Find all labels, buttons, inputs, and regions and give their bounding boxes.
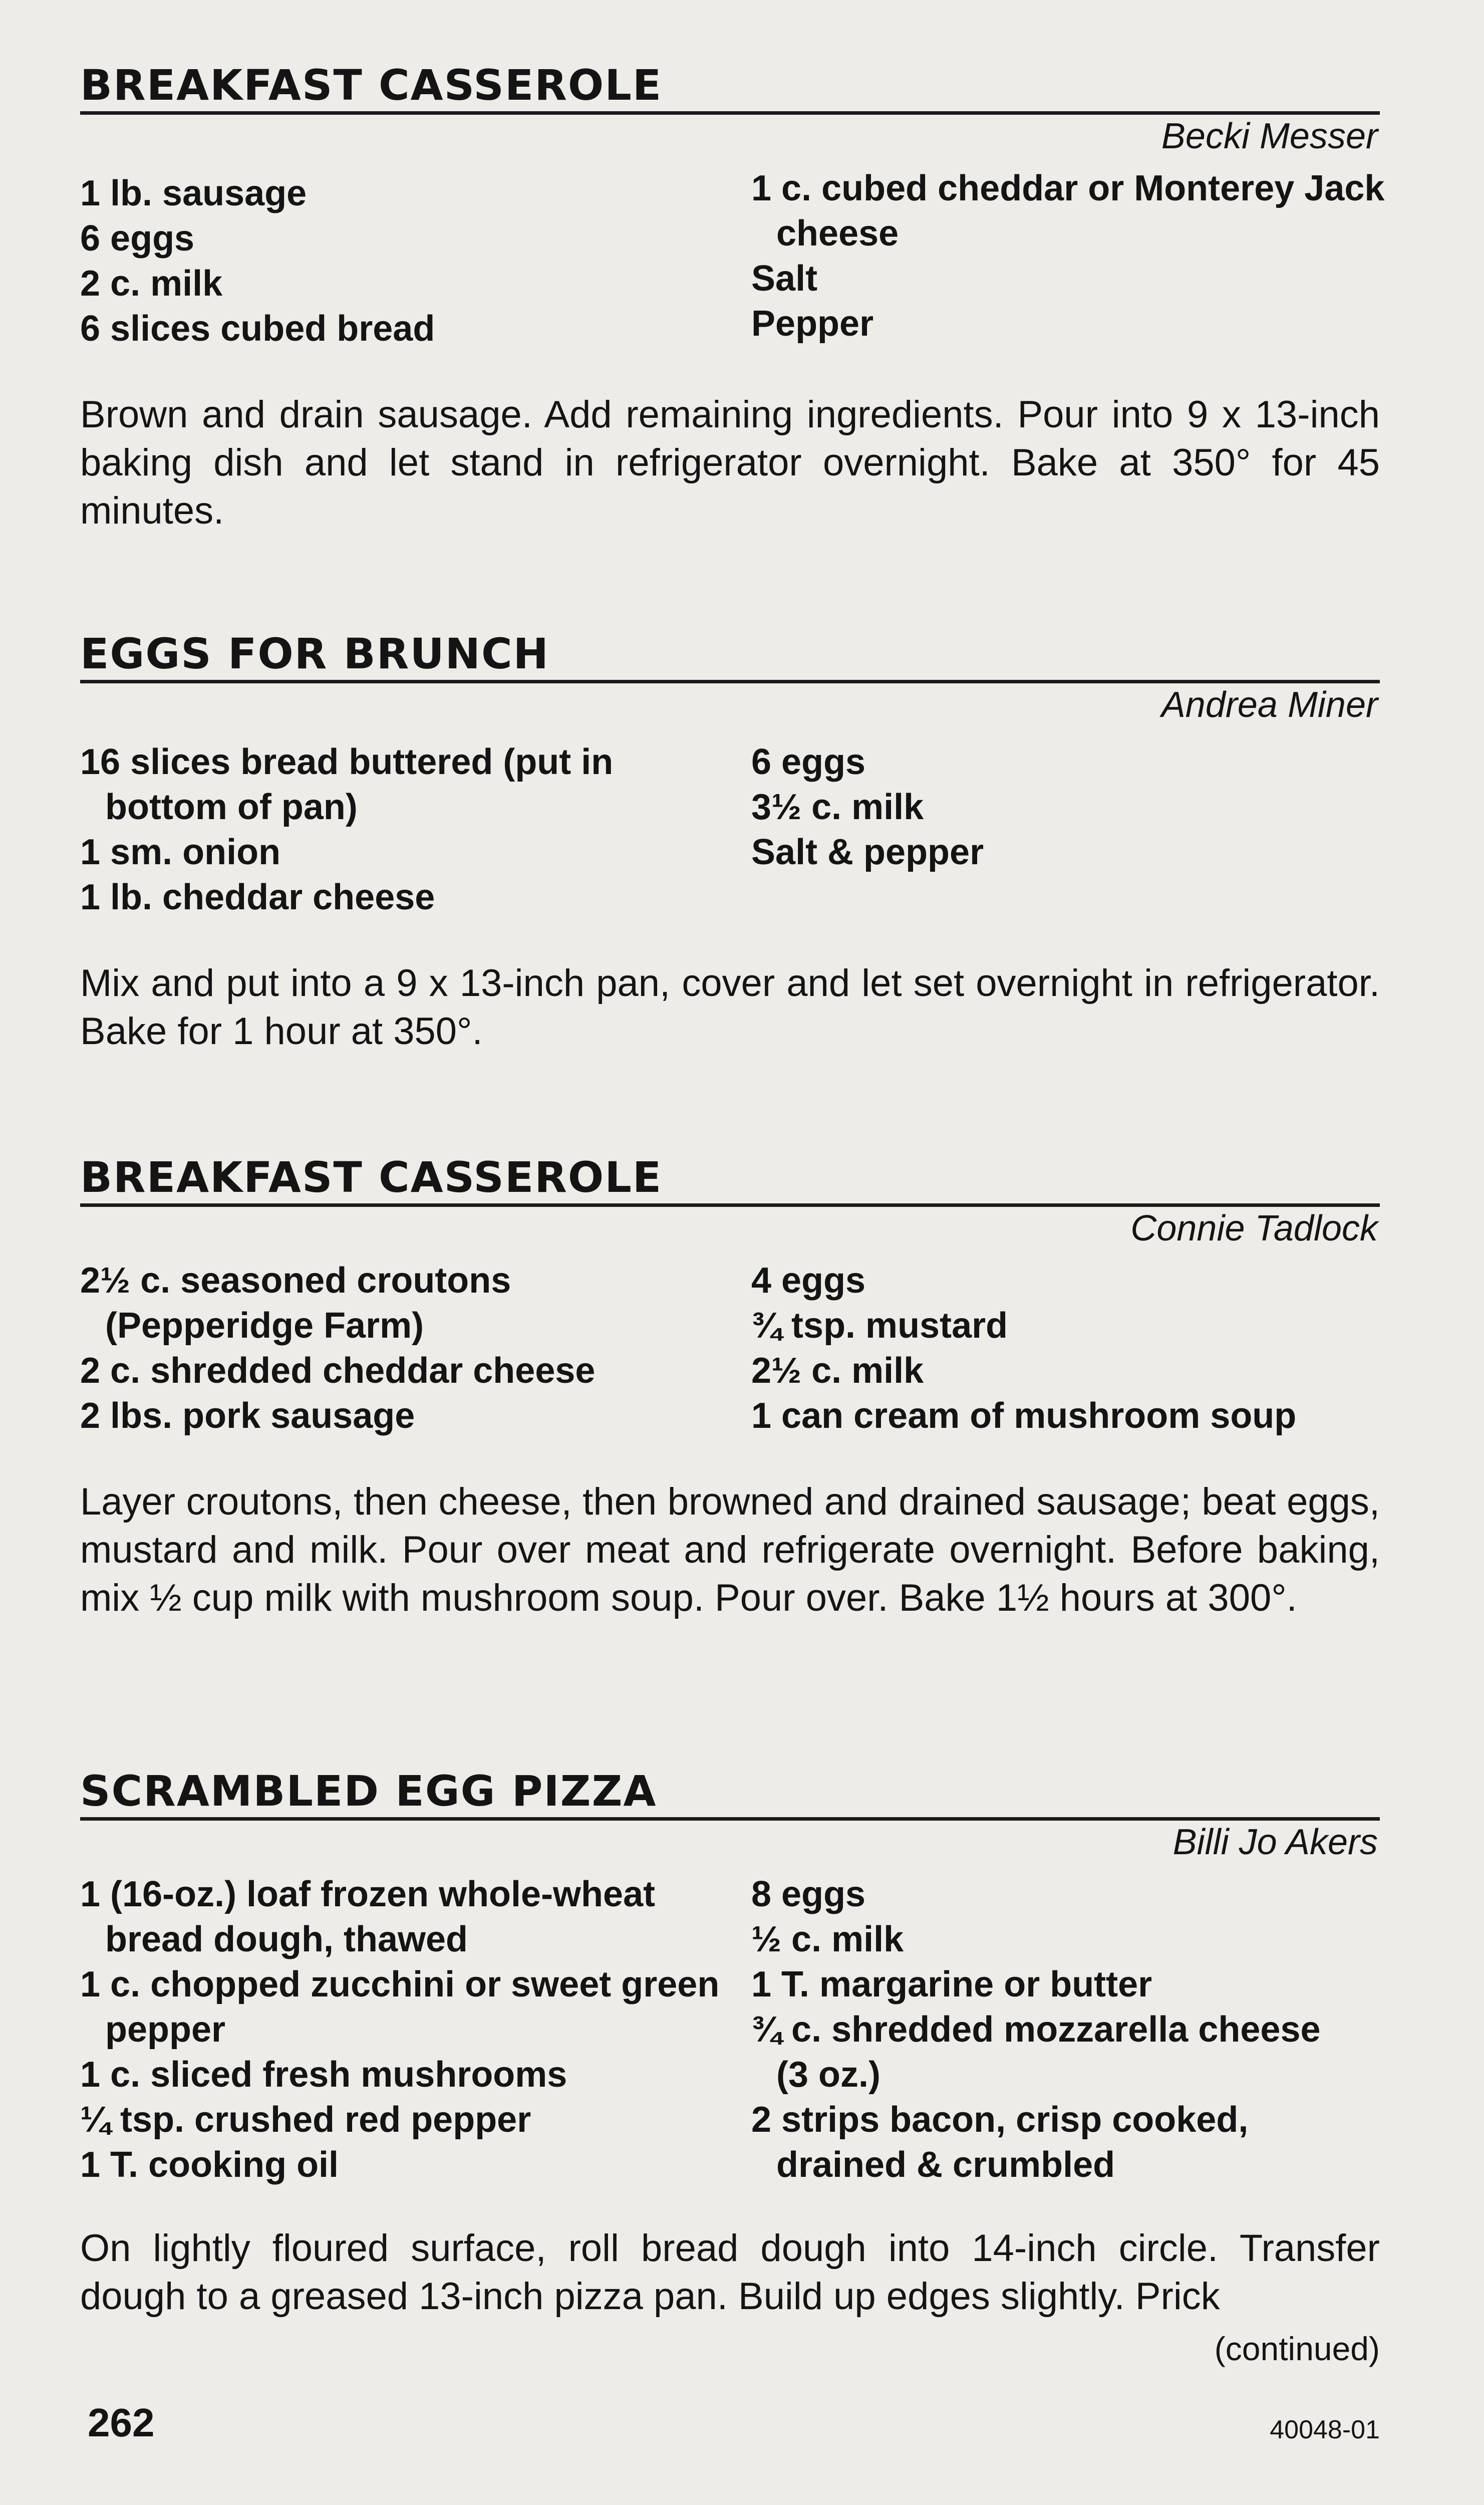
recipe-author: Andrea Miner	[1161, 685, 1378, 725]
ingredients-right-column	[751, 1258, 1382, 1438]
ingredients-right-column	[751, 166, 1385, 346]
ingredient-item: 2½ c. milk	[751, 1351, 924, 1391]
ingredients-left-column	[80, 739, 726, 920]
recipe-scrambled-egg-pizza	[80, 1766, 1380, 2318]
recipe-title: EGGS FOR BRUNCH	[80, 629, 549, 678]
recipe-title: SCRAMBLED EGG PIZZA	[80, 1767, 657, 1816]
title-rule	[80, 1203, 1380, 1207]
recipe-author: Becki Messer	[1161, 116, 1378, 156]
ingredient-item: 2 c. milk	[80, 264, 223, 304]
ingredient-item: 1 sm. onion	[80, 832, 281, 872]
ingredient-item: 1 c. sliced fresh mushrooms	[80, 2055, 567, 2095]
ingredient-item: Salt	[751, 259, 818, 299]
recipe-directions: Layer croutons, then cheese, then browned and drained sausage; beat eggs, mustard and milk. Pour over meat and refrigerate overnight. Before baking, mix ½ cup milk with mushroom soup. Pour over. Bake 1½ hours at 300°.	[80, 1480, 1380, 1619]
ingredient-item: 6 eggs	[751, 742, 866, 782]
ingredient-item: 8 eggs	[751, 1874, 866, 1914]
title-rule	[80, 1817, 1380, 1821]
ingredient-item: 1 T. cooking oil	[80, 2145, 339, 2185]
ingredient-item: 1 lb. cheddar cheese	[80, 877, 435, 917]
recipe-directions: On lightly floured surface, roll bread dough into 14-inch circle. Transfer dough to a greased 13-inch pizza pan. Build up edges slightly. Prick	[80, 2227, 1380, 2318]
recipe-breakfast-casserole-messer	[80, 60, 1385, 532]
ingredient-item: 2 c. shredded cheddar cheese	[80, 1351, 596, 1391]
ingredients-left-column	[80, 1258, 726, 1438]
ingredient-item: 1 T. margarine or butter	[751, 1964, 1152, 2005]
title-rule	[80, 111, 1380, 115]
ingredient-item: 2 lbs. pork sausage	[80, 1396, 415, 1436]
recipe-eggs-for-brunch	[80, 629, 1380, 1053]
ingredient-item: 6 slices cubed bread	[80, 309, 435, 349]
page-number: 262	[88, 2400, 155, 2445]
recipe-author: Connie Tadlock	[1130, 1208, 1378, 1248]
ingredient-item: 2½ c. seasoned croutons (Pepperidge Farm)	[80, 1261, 511, 1346]
ingredient-item: 1 (16-oz.) loaf frozen whole-wheat bread dough, thawed	[80, 1874, 656, 1959]
continued-note: (continued)	[1214, 2330, 1380, 2367]
ingredient-item: 3½ c. milk	[751, 787, 924, 827]
recipe-directions: Mix and put into a 9 x 13-inch pan, cover and let set overnight in refrigerator. Bake for 1 hour at 350°.	[80, 962, 1380, 1053]
ingredient-item: 1 can cream of mushroom soup	[751, 1396, 1297, 1436]
ingredient-item: 4 eggs	[751, 1261, 866, 1301]
recipe-title: BREAKFAST CASSEROLE	[80, 61, 663, 110]
ingredient-item: 1 c. chopped zucchini or sweet green pepper	[80, 1964, 720, 2050]
ingredient-item: ¾ tsp. mustard	[751, 1306, 1008, 1346]
ingredient-item: Pepper	[751, 304, 874, 344]
recipe-title: BREAKFAST CASSEROLE	[80, 1153, 663, 1202]
ingredients-right-column	[751, 739, 1382, 875]
ingredient-item: ¾ c. shredded mozzarella cheese (3 oz.)	[751, 2010, 1321, 2095]
ingredient-item: 6 eggs	[80, 218, 195, 259]
ingredient-item: ¼ tsp. crushed red pepper	[80, 2100, 531, 2140]
ingredient-item: ½ c. milk	[751, 1919, 904, 1959]
ingredient-item: 16 slices bread buttered (put in bottom of pan)	[80, 742, 614, 827]
ingredients-left-column	[80, 171, 726, 351]
print-code: 40048-01	[1270, 2415, 1380, 2444]
ingredient-item: 1 lb. sausage	[80, 173, 307, 213]
ingredients-right-column	[751, 1872, 1382, 2187]
ingredient-item: 1 c. cubed cheddar or Monterey Jack cheese	[751, 168, 1385, 254]
recipe-author: Billi Jo Akers	[1172, 1822, 1378, 1862]
ingredient-item: 2 strips bacon, crisp cooked, drained & crumbled	[751, 2100, 1249, 2185]
recipe-directions: Brown and drain sausage. Add remaining ingredients. Pour into 9 x 13-inch baking dish and let stand in refrigerator overnight. Bake at 350° for 45 minutes.	[80, 393, 1380, 532]
ingredients-left-column	[80, 1872, 726, 2187]
recipe-breakfast-casserole-tadlock	[80, 1152, 1380, 1619]
title-rule	[80, 680, 1380, 683]
ingredient-item: Salt & pepper	[751, 832, 984, 872]
